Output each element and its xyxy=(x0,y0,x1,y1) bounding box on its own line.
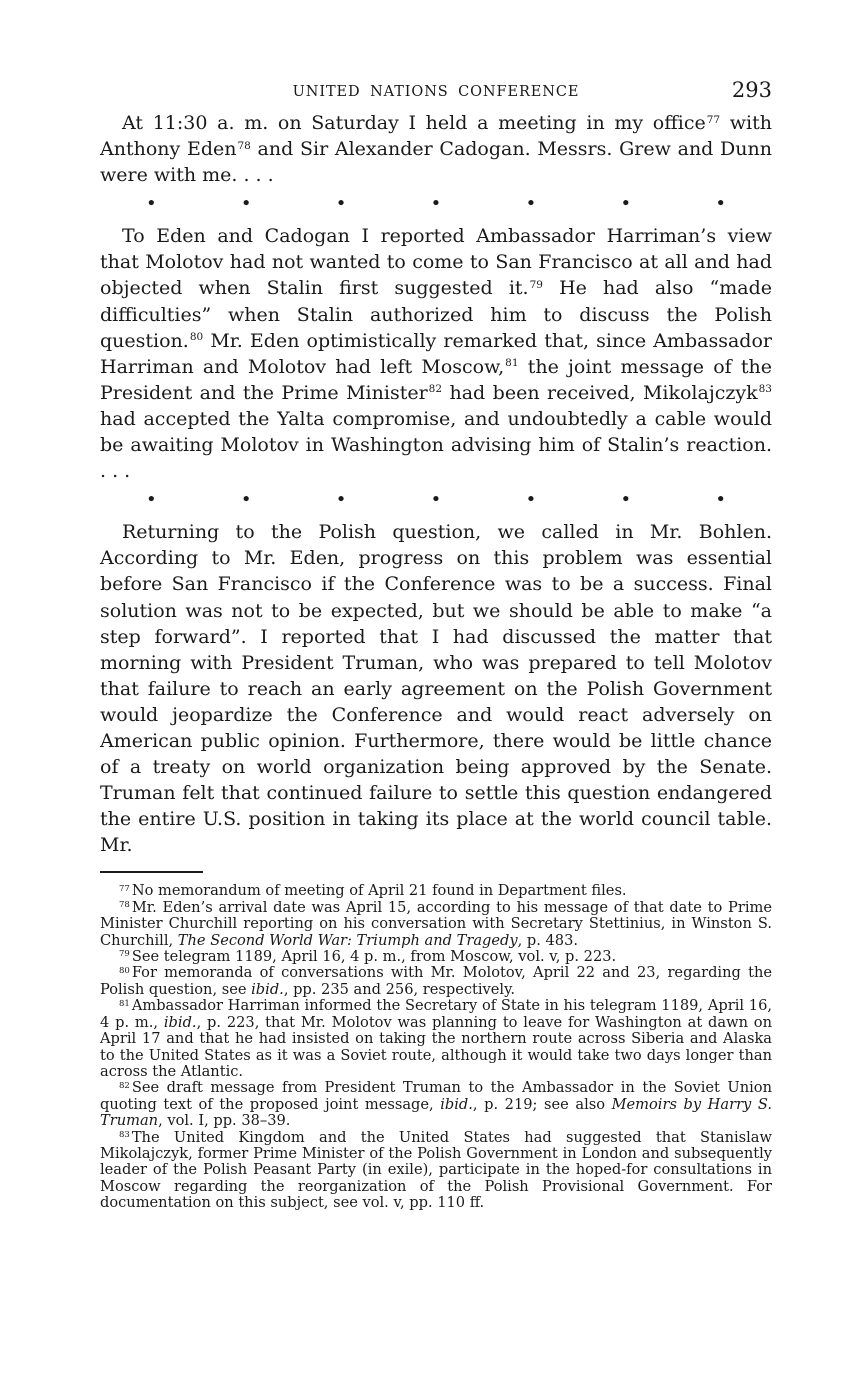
footnote-ref-78: 78 xyxy=(237,139,251,152)
ellipsis-dot: • xyxy=(146,193,157,215)
text-run: , vol. I, pp. 38–39. xyxy=(158,1112,291,1130)
footnote-ref-83: 83 xyxy=(119,1129,130,1140)
text-run: Returning to the Polish question, we called in Mr. Bohlen. According to Mr. Eden, progress on this problem was essential before San Francisco if the Conference was to be a success. Final solution was not to be expected, but we should be able to make “a step forward”. I reported that I had discussed the matter that morning with President Truman, who was prepared to tell Molotov that failure to reach an early agreement on the Polish Government would jeopardize the Conference and would react adversely on American public opinion. Furthermore, there would be little chance of a treaty on world organization being approved by the Senate. Truman felt that continued failure to settle this question endangered the entire U.S. position in taking its place at the world council table. Mr. xyxy=(100,521,772,857)
footnote-80 xyxy=(100,965,772,998)
paragraph-1 xyxy=(100,110,772,188)
text-run: the joint message of the President and the Prime Minister xyxy=(100,355,772,404)
text-run: He had also “made difficulties” when Stalin authorized him to discuss the Polish question. xyxy=(100,277,772,352)
ellipsis-dot: • xyxy=(335,193,347,215)
text-run: See draft message from President Truman to the Ambassador in the Soviet Union quoting text of the proposed joint message, xyxy=(100,1079,772,1113)
footnote-ref-82: 82 xyxy=(119,1080,130,1091)
footnote-ref-79: 79 xyxy=(119,949,130,960)
ellipsis-dot: • xyxy=(240,193,252,215)
footnote-ref-81: 81 xyxy=(505,357,519,370)
ellipsis-row-1 xyxy=(100,191,772,217)
ellipsis-dot: • xyxy=(430,489,442,511)
footnote-77 xyxy=(100,883,772,899)
italic-text: ibid. xyxy=(163,1013,197,1031)
text-run: Ambassador Harriman informed the Secretary of State in his telegram 1189, April 16, 4 p. m., xyxy=(100,997,772,1031)
book-page xyxy=(100,78,772,1212)
page-header xyxy=(100,78,772,110)
footnote-ref-79: 79 xyxy=(529,278,543,291)
italic-text: Memoirs by Harry S. Truman xyxy=(100,1095,772,1130)
body-text xyxy=(100,110,772,858)
footnotes xyxy=(100,883,772,1211)
footnote-78 xyxy=(100,900,772,949)
text-run: and Sir Alexander Cadogan. Messrs. Grew and Dunn were with me. . . . xyxy=(100,138,772,187)
text-run: Mr. Eden optimistically remarked that, since Ambassador Harriman and Molotov had left Moscow, xyxy=(100,329,772,378)
text-run: had been received, Mikolajczyk xyxy=(442,381,758,404)
text-run: , pp. 235 and 256, respectively. xyxy=(283,980,516,998)
footnote-ref-80: 80 xyxy=(189,331,204,344)
text-run: , p. 223, that Mr. Molotov was planning to leave for Washington at dawn on April 17 and that he had insisted on taking the northern route across Siberia and Alaska to the United States as it was a Soviet route, although it would take two days longer than across the Atlantic. xyxy=(100,1013,772,1080)
footnote-ref-77: 77 xyxy=(119,883,130,894)
footnote-rule xyxy=(100,871,203,873)
ellipsis-dot: • xyxy=(620,489,632,511)
text-run: Mr. Eden’s arrival date was April 15, according to his message of that date to Prime Minister Churchill reporting on his conversation with Secretary Stettinius, in Winston S. Churchill, xyxy=(100,898,772,949)
text-run: , p. 483. xyxy=(517,931,579,949)
ellipsis-dot: • xyxy=(146,489,157,511)
text-run: had accepted the Yalta compromise, and undoubtedly a cable would be awaiting Molotov in Washington advising him of Stalin’s reaction. . . . xyxy=(100,407,772,483)
footnote-ref-82: 82 xyxy=(428,383,443,396)
ellipsis-dot: • xyxy=(620,193,632,215)
footnote-79 xyxy=(100,949,772,965)
italic-text: ibid. xyxy=(251,980,284,998)
text-run: , p. 219; see also xyxy=(472,1095,612,1113)
footnote-ref-83: 83 xyxy=(758,383,772,396)
footnote-83 xyxy=(100,1130,772,1212)
ellipsis-dot: • xyxy=(335,489,347,511)
footnote-ref-80: 80 xyxy=(119,965,130,976)
italic-text: ibid. xyxy=(440,1095,473,1113)
footnote-ref-77: 77 xyxy=(706,113,721,126)
ellipsis-dot: • xyxy=(715,489,726,511)
ellipsis-dot: • xyxy=(525,193,537,215)
ellipsis-dot: • xyxy=(715,193,726,215)
ellipsis-dot: • xyxy=(240,489,252,511)
paragraph-2 xyxy=(100,223,772,484)
footnote-81 xyxy=(100,998,772,1080)
text-run: See telegram 1189, April 16, 4 p. m., from Moscow, vol. v, p. 223. xyxy=(131,948,617,966)
footnote-ref-81: 81 xyxy=(119,998,130,1009)
text-run: No memorandum of meeting of April 21 found in Department files. xyxy=(131,882,627,900)
text-run: At 11:30 a. m. on Saturday I held a meeting in my office xyxy=(122,112,706,134)
paragraph-3 xyxy=(100,519,772,858)
text-run: To Eden and Cadogan I reported Ambassador Harriman’s view that Molotov had not wanted to come to San Francisco at all and had objected when Stalin first suggested it. xyxy=(100,225,772,300)
text-run: The United Kingdom and the United States had suggested that Stanislaw Mikolajczyk, former Prime Minister of the Polish Government in London and subsequently leader of the Polish Peasant Party (in exile), participate in the hoped-for consultations in Moscow regarding the reorganization of the Polish Provisional Government. For documentation on this subject, see vol. v, pp. 110 ff. xyxy=(100,1128,772,1212)
text-run: with Anthony Eden xyxy=(100,112,772,161)
ellipsis-dot: • xyxy=(430,193,442,215)
footnote-ref-78: 78 xyxy=(119,900,130,911)
ellipsis-dot: • xyxy=(525,489,537,511)
italic-text: The Second World War: Triumph and Tragedy xyxy=(177,931,518,949)
running-head: UNITED NATIONS CONFERENCE xyxy=(292,84,580,100)
footnote-82 xyxy=(100,1080,772,1129)
ellipsis-row-2 xyxy=(100,487,772,513)
page-number: 293 xyxy=(731,78,772,102)
text-run: For memoranda of conversations with Mr. Molotov, April 22 and 23, regarding the Polish question, see xyxy=(100,964,772,998)
